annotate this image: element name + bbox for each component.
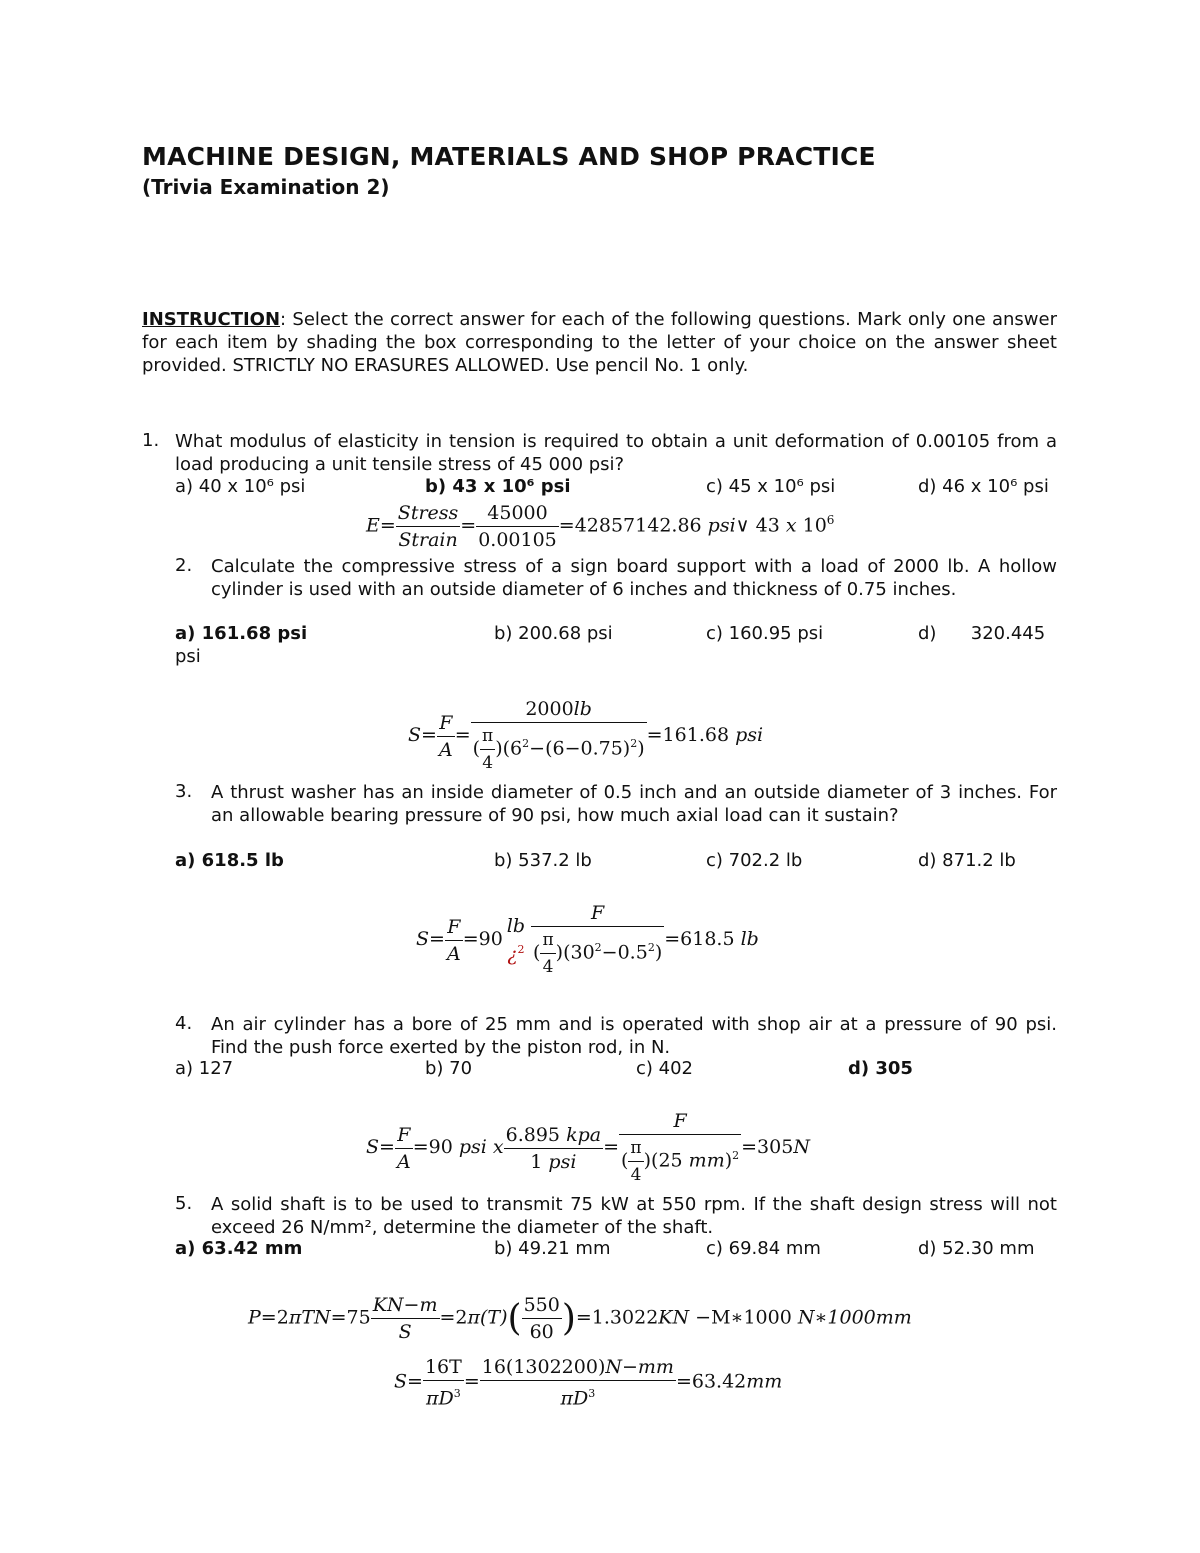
equation-4: S= $\frac{F}{A}$ =90 psi x $\frac{\text{6.895 kpa}}{\text{1 psi}}$ = F ( $\frac{\pi}{4}$ )(25 mm)$^2$ =305N [366,1110,810,1185]
question-2-option-d-unit: psi [175,646,201,667]
question-1-option-c: c) 45 x 10⁶ psi [706,476,836,497]
equation-5-line-1: P=2πTN=75 $\frac{KN-m}{S}$ =2π(T)( $\frac{550}{60}$ )=1.3022KN −M∗1000 N∗1000mm [248,1294,912,1343]
question-3-option-b: b) 537.2 lb [494,850,592,871]
question-1-number: 1. [142,430,160,451]
instruction-label: INSTRUCTION [142,309,281,330]
equation-1: E= $\frac{\text{Stress}}{\text{Strain}}$ = $\frac{45000}{0.00105}$ =42857142.86 psi∨ 43 x $10^6$ [366,502,835,551]
question-2-option-d: d) 320.445 [918,623,1046,644]
question-4-option-c: c) 402 [636,1058,693,1079]
question-5-number: 5. [175,1193,193,1214]
question-4-number: 4. [175,1013,193,1034]
question-2-option-b: b) 200.68 psi [494,623,613,644]
page-subtitle: (Trivia Examination 2) [142,175,390,199]
question-2-text: Calculate the compressive stress of a sign board support with a load of 2000 lb. A hollow cylinder is used with an outside diameter of 6 inches and thickness of 0.75 inches. [211,556,1057,600]
question-5-option-a: a) 63.42 mm [175,1238,303,1259]
question-5-text: A solid shaft is to be used to transmit 75 kW at 550 rpm. If the shaft design stress will not exceed 26 N/mm², determine the diameter of the shaft. [211,1194,1057,1238]
question-1-option-a: a) 40 x 10⁶ psi [175,476,306,497]
question-3-option-a: a) 618.5 lb [175,850,284,871]
question-4-option-b: b) 70 [425,1058,473,1079]
question-4-option-d: d) 305 [848,1058,913,1079]
question-3-number: 3. [175,781,193,802]
equation-2: S= $\frac{F}{A}$ = 2000lb ( $\frac{\pi}{4}$ )$(6^2-(6-0.75)^2)$ =161.68 psi [408,698,764,773]
question-3-option-d: d) 871.2 lb [918,850,1016,871]
equation-3: S= $\frac{F}{A}$ =90 lb ¿$^2$ F ( $\frac{\pi}{4}$ )$(30^2-0.5^2)$ =618.5 lb [416,902,759,977]
question-5-option-b: b) 49.21 mm [494,1238,611,1259]
question-1-option-b: b) 43 x 10⁶ psi [425,476,571,497]
instruction-text: : Select the correct answer for each of the following questions. Mark only one answer for each item by shading the box corresponding to the letter of your choice on the answer sheet provided. STRICTLY NO ERASURES ALLOWED. Use pencil No. 1 only. [142,309,1057,376]
question-4-option-a: a) 127 [175,1058,234,1079]
question-5-option-d: d) 52.30 mm [918,1238,1035,1259]
question-3-option-c: c) 702.2 lb [706,850,803,871]
question-2-option-a: a) 161.68 psi [175,623,308,644]
question-1-option-d: d) 46 x 10⁶ psi [918,476,1049,497]
question-2-option-c: c) 160.95 psi [706,623,824,644]
question-3-text: A thrust washer has an inside diameter of 0.5 inch and an outside diameter of 3 inches. For an allowable bearing pressure of 90 psi, how much axial load can it sustain? [211,782,1057,826]
question-1-text: What modulus of elasticity in tension is required to obtain a unit deformation of 0.00105 from a load producing a unit tensile stress of 45 000 psi? [175,431,1057,475]
page-title: MACHINE DESIGN, MATERIALS AND SHOP PRACTICE [142,142,876,171]
instruction-paragraph [142,308,1057,377]
question-4-text: An air cylinder has a bore of 25 mm and is operated with shop air at a pressure of 90 psi. Find the push force exerted by the piston rod, in N. [211,1014,1057,1058]
equation-5-line-2: S= $\frac{16T}{\pi D^3}$ = $\frac{16(1302200)N-mm}{\pi D^3}$ =63.42mm [394,1356,783,1410]
question-2-number: 2. [175,555,193,576]
question-5-option-c: c) 69.84 mm [706,1238,821,1259]
